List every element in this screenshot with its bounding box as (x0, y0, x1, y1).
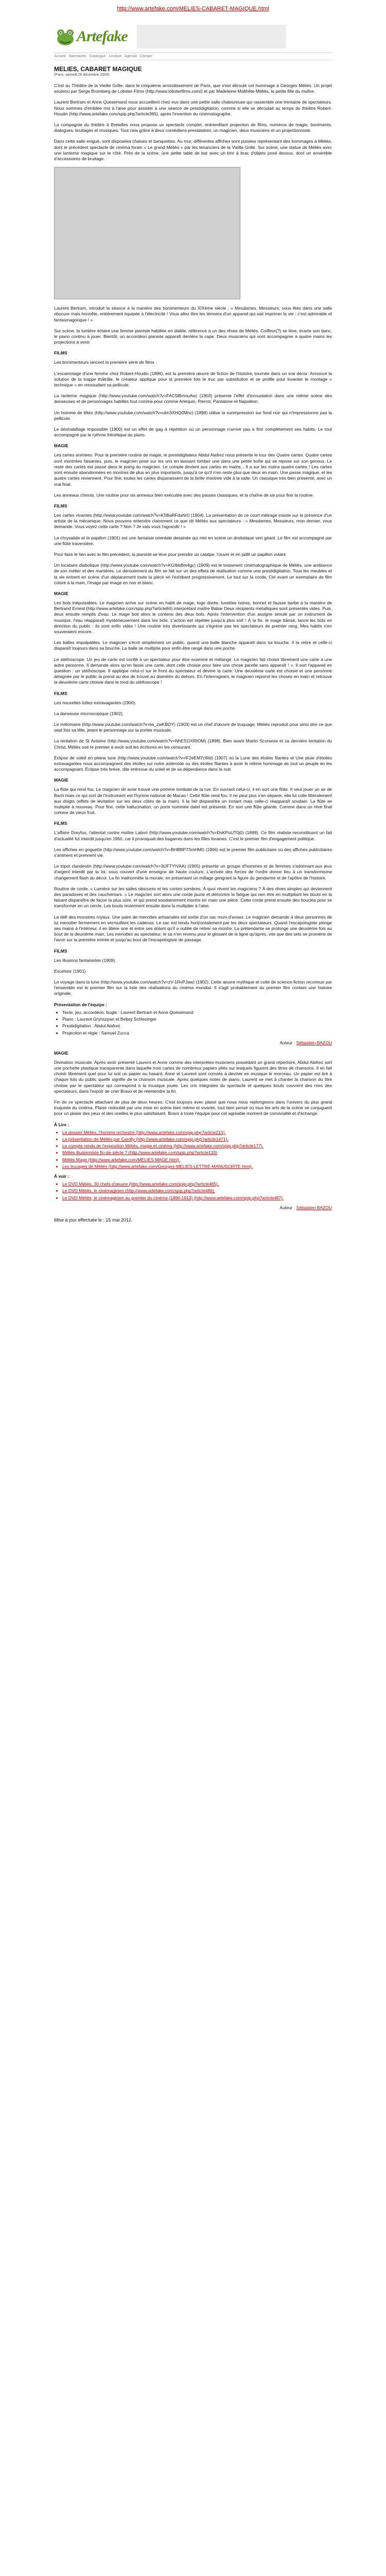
nav-item[interactable]: Agenda (124, 55, 137, 58)
logo-text: Artefake (77, 28, 128, 45)
performance-photo (54, 167, 240, 299)
intro-paragraph: C'est au Théâtre de la Vieille Grille, dans le cinquième arrondissement de Paris, que s'est déroulé cet hommage à Georges Méliès. Un projet soutenu par Serge Bromberg de Lobster-Films (http://www.lobsterfilms.com/) et par Madeleine Malthête-Méliès, la petite fille du maître. (54, 83, 332, 94)
site-header (54, 21, 332, 53)
watch-link[interactable]: • Le DVD Méliès, 30 chefs-d'œuvre (http://www.artefake.com/spip.php?article485). (62, 1181, 332, 1187)
body-paragraph: Les bonimenteurs lancent la première série de films : (54, 360, 157, 365)
read-link[interactable]: • Méliès illusionniste fin-de-siècle ? (http://www.artefake.com/spip.php?article133) (62, 1150, 332, 1156)
top-nav (54, 53, 332, 60)
intro-paragraph: Dans cette salle exiguë, sont disposées chaises et banquettes. Au mur, différentes affiches sont puisées représentant des hommages à Méliès, dont le précédent spectacle de cinéma forain « Le grand Méliès » par les tenanciers de la Vieille Grille. Sur scène, une statue de Méliès avec une lanterne magique sur le côté. Près de la scène, une petite table de bar avec un bric à brac d'objets posé dessus, dont un ensemble d'accessoires de bruitage. (54, 139, 332, 162)
team-member: • Projection et régie : Samuel Zucca (62, 1030, 332, 1036)
film-item: Le mélomane (http://www.youtube.com/watch?v=tw_zwKBOY) (1903) est un chef d'œuvre de truquage. Méliès reproduit pour ainsi dire ce que sept fois sa tête, jetant le personnage sur la portée musicale. (54, 721, 332, 733)
frog-logo-icon (54, 25, 77, 48)
body-paragraph: Fin de ce spectacle attachant de plus de deux heures. C'est toujours avec plaisir que nous nous replongeons dans l'univers du plus grand truquiste du cinéma. Plaisir redoublé par une mise en scène bien même et vivante, tout bien pensé où tous les arts de la scène se conjuguent pour un plaisir des yeux et des oreilles le plus satisfaisant. Bravo à toute l'équipe pour cet agréable moment de convivialité et d'échange. (54, 1099, 332, 1116)
section-heading: MAGIE (54, 443, 68, 449)
intro-paragraph: Laurent Bertram et Anne Quesemand nous accueillent chez eux dans une petite salle chaleureuse qui rassemble une trentaine de spectateurs. Nous sommes d'emblée mis à l'aise pour assister à une séance de prestidigitation, comme si elle se déroulait au temps du théâtre Robert-Houdin (http://www.artefake.com/spip.php?article365), après l'invention du cinématographe. (54, 99, 332, 116)
author-line (54, 1040, 332, 1045)
author-link[interactable]: Sébastien BAZOU (296, 1040, 332, 1045)
section-heading: MAGIE (54, 590, 68, 596)
watch-link[interactable]: • Le DVD Méliès, le cinémagicien au premier du cinéma (1896-1913) (http://www.artefake.com/spip.php?article487). (62, 1195, 332, 1201)
page-url[interactable]: http://www.artefake.com/MELIES-CABARET-MAGIQUE.html (117, 6, 269, 12)
page-title: MELIES, CABARET MAGIQUE (54, 65, 142, 73)
author-link[interactable]: Sébastien BAZOU (296, 1205, 332, 1210)
film-item: Le tripot clandestin (http://www.youtube.com/watch?v=3tJFTYIVAA) (1905) présente un groupe d'hommes et de femmes s'adonnant aux jeux d'argent interdit par la loi, sous couvert d'une enseigne de haute couture. L'arrivée des forces de l'ordre donne lieu à un transformisme changement flash du décor. La fin malhonnête la morale, en présentant un millage gengrant la figure du gendarme et de l'apôtre de l'histoire. (54, 863, 332, 880)
section-heading: MAGIE (54, 777, 68, 783)
magic-item: Les balles impalpables. Le magicien s'écrit simplement un public, quand une balle blanche apparaît dans sa bouche. Il la retire et celle-ci disparaît toujours dans sa bouche. La balle se multiplie pour enfin être rangé dans une poche. (54, 640, 332, 651)
site-logo[interactable] (54, 25, 128, 48)
header-banner (137, 25, 286, 48)
film-item: Le voyage dans la lune (http://www.youtube.com/watch?v=zV-1RvPJaw) (1902). Cette œuvre mythique et culte de science-fiction reconnue par l'ensemble est le premier film sur la liste des réalisations du cinéma mondial. Il s'agit probablement du premier film contant une histoire originale. (54, 979, 332, 996)
film-item: Un homme de têtes (http://www.youtube.com/watch?v=ulm3XHQ0Mnc) (1898) utilise la surimpression sur fond noir qui n'impressionne pas la pellicule. (54, 410, 332, 421)
magic-item: Les cartes animées. Pour la première routine de magie, le prestidigitateur Abdul Alafrez nous présente le tour des Quatre cartes. Quatre cartes sont montrées faisantes, puis, le magicien pose sur les uns en laissant tomber une dans une petite boîte qui se repose sur son genoux. Le reste des cartes est passé dans le poing du magicien. Le compte devient aux cartes en mains... Il a sur les mains quatre cartes ! Les cartes sont ensuite abandonnées en montres de plus en plus importants, jusqu'à ce qu'il n'en reste plus que deux en main. Une passe magique, et les quatre cartes reviennent. Pour finir, toutes les cartes disparaissent de la boîte montrée vide à la salle. Un classique très bien présenté, avec un vrai final. (54, 452, 332, 487)
film-item: Les affiches en goguette (http://www.youtube.com/watch?v=BHBBP7SmHMI) (1906) est le premier film publicitaire où des affiches publicitaires s'animent et prennent vie. (54, 846, 332, 858)
watch-heading: À voir : (54, 1173, 69, 1179)
read-list (54, 1130, 332, 1170)
body-paragraph: Pour faire le lien avec le film précédent, la pianiste se lève pour prendre un catalpe, l'ouvrir et en jaillit un papillon volant. (54, 551, 287, 557)
section-heading: FILMS (54, 948, 67, 954)
watch-link[interactable]: • Le DVD Méliès, le cinémagicien (http://www.artefake.com/spip.php?article486). (62, 1188, 332, 1194)
film-item: Les illusions fantaisistes (1909). (54, 957, 116, 963)
body-paragraph: Laurent Bertram, introduit la séance à la manière des bonimenteurs du XIXème siècle : « Mesdames, Messieurs, vous êtes dans une salle obscure mais honnête, entièrement équipée à l'électricité ! Vous allez être les témoins d'un appareil qui sait imprimer la vie : c'est admirable et fantasmagorique ! » (54, 306, 332, 323)
magic-item: Les anneaux chinois. Une routine pour six anneaux bien exécutée avec des passes classiques, et la chaîne de six pour finir la routine. (54, 492, 314, 498)
section-heading: FILMS (54, 690, 67, 696)
film-item: L'affaire Dreyfus, l'attentat contre maître Labori (http://www.youtube.com/watch?v=DsKPuUT0j0) (1899). Ce film réaliste reconstituant un fait d'actualité fut interdit jusqu'en 1950, car il provoquait des bagarres dans les filles foraines. C'est le premier film d'engagement politique. (54, 830, 332, 841)
magic-item: Les bols inépuisables. Le magicien arrive sur scène en habit de mage, toge dorée, lunettes noires, bonnet et fausse barbe à la manière de Bertrand Ernest (http://www.artefake.com/spip.php?article84) interprétant maître Babar Deux récipients métalliques sont présentés vides. Puis, deux ensuite remplis d'eau. Le mage boit alors le contenu des deux bols. Après l'intervention d'un assigne simulé par un instrument de musique, l'eau réapparaît mystérieusement dans les bols. L'action est répétée jusqu'à plus soif ! À la fin, le mage bânsé, lance les bols en direction du public : ils sont enfin vides ! Une routine très divertissante qui s'égrène pas les spectateurs de premier rang. Mes habits n'en souveraient encore. (54, 600, 332, 634)
film-item: L'escamotage d'une femme chez Robert-Houdin (1896), est la première œuvre de fiction de l'histoire, tournée dans un vrai décor. Annoncé la solution de la trappe thâtrâle, le créateur applique pour la première fois le truc par substitution et se profile pour inventer le montage « technique » en ressoudant sa pellicule. (54, 370, 332, 388)
magic-item: Le défi des monstres royaux. Une paire de menottes artisanales est sortie d'un sac muni d'anses. Le magicien demande à deux personnes de lui menotter fermement en verrouillant les cadenas. Le sac est tendu horizontalement par les deux spectateurs. Quand l'escapologiste plonge ses mains à l'intérieur, il en libère une et entre ses dolant qu'il a oublié de retirer sa montre. La prétendante se prolonge une deuxième fois au bout de la deuxième main. Les menottes au spectateur, le sa n'en revenu pour le glissant de la ligne qu'après, vite que des sets se promène de l'avoir sur la première entrée et jusqu'au bout de l'escapologiste de passage. (54, 914, 332, 943)
read-link[interactable]: • Le dossier Méliès, l'homme orchestre (http://www.artefake.com/spip.php?article215). (62, 1130, 332, 1136)
film-item: Les nouvelles luttes extravagantes (1900). (54, 700, 136, 705)
team-member: • Piano : Laurent Grynszpan et Bebsy Schlesinger (62, 1016, 332, 1022)
read-link[interactable]: • Le compte rendu de l'exposition Méliès, magie et cinéma (http://www.artefake.com/spip.php?article177). (62, 1143, 332, 1149)
nav-item[interactable]: Lexique (109, 55, 122, 58)
team-heading: Présentation de l'équipe : (54, 1002, 108, 1007)
section-heading: MAGIE (54, 1050, 68, 1056)
intro-paragraph: La compagnie du théâtre à Bretelles nous propose un spectacle complet, entremêlant projection de films, numéros de magie, boniments, dialogues, bruitages et musiques. Tout cela grâce à deux comédiens-prestataires, un magicien, deux musiciens et un projectionniste. (54, 122, 332, 133)
film-item: Excelsior (1901). (54, 968, 87, 974)
read-link[interactable]: • Méliès Mage (http://www.artefake.com/MELIES-MAGE.html). (62, 1157, 332, 1163)
read-link[interactable]: • Les trucages de Méliès (http://www.artefake.com/Georges-MELIES-LETTRE-MANUSCRITE.html). (62, 1164, 332, 1170)
author-label: Auteur : (279, 1205, 295, 1210)
nav-item[interactable]: Spectacles (68, 55, 86, 58)
film-item: La tentation de St Antoine (http://www.youtube.com/watch?v=NhES1IXRIOM) (1898). Bien avant Martin Scorsese et sa dernière tentation du Christ, Méliès osé te premier à avoir suit les écritures en les censurant. (54, 738, 332, 750)
film-item: Le déshabillage impossible (1900) est un effet de gag à répétition où un personnage n'arrive pas à finir complètement ses habits. Le tout accompagné par le rythme frénétique du piano. (54, 427, 332, 438)
body-paragraph: Sur scène, la lumière éclaire une femme pianiste habillée en diable, référence à un des rêves de Méliès. Coiffeur(?) se lève, écarte son banc, le piano continu à jouer. Bientôt, un accordéon pianiste apparaît derrière la cape. Deux musiciens qui vont accompagner à quatre mains les projections à venir. (54, 328, 332, 345)
links-heading: À Lire : (54, 1122, 69, 1127)
article-page (54, 21, 332, 1223)
read-link[interactable]: • La présentation de Méliès par Carolly (http://www.artefake.com/spip.php?article1471). (62, 1137, 332, 1142)
film-item: La lanterne magique (http://www.youtube.com/watch?v=FAC5lBmnuAw) (1903) présente l'effet d'incrustation dans une même scène des danseuses et de personnages habillés tout comme pour comme Arlequin, Pierrot, Pantalone et Napoléon. (54, 393, 332, 404)
film-item: La chrysalide et le papillon (1901) est une fantaisie orientale dessinée qui met en scène un droitatique vert géant. Le film est accompagné par une flûte traversière. (54, 535, 332, 546)
magic-item: La flûte qui rend fou. Le magicien dit avoir trouvé une pomme tombale de la rue. En ouvrant celui-ci, il en sort une flûte. Il veut jouer un air de Bach mais ce qui sort de l'instrument est l'hymne national de Macao ! Cette flûte rend fou. Il ne peut plus s'en séparer, elle lui colle littéralement aux doigts (effets de lévitation sur les deux côtés de la main). Il la fait disparaître un instant mais celle-ci réapparaît soudain. La flûte se multiplie à nouveau. Pour finir, cette hallucination, un porte nommée datel est présenté. En sort une flûte géante. Comme dans un rêve final comme de vieux fruit. (54, 787, 332, 816)
team-member: • Prestidigitation : Abdul Alafrez (62, 1023, 332, 1029)
film-item: Éclipse de soleil en pleine lune (http://www.youtube.com/watch?v=lF2eEM7cWd) (1907) où la Lune des étoiles filantes et Une pluie d'étoiles extravagantes nous accompagnent des étoiles sur notre astéroïde ou des étoiles filantes à avoir le même hommage de tout un peuple en les accompagnant. Éclipse très brève, dite entrevue du soleil et de sa dépendance dans la nuit. (54, 755, 332, 772)
film-item: Les cartes vivantes (http://www.youtube.com/watch?v=K5BaRFdaNrI) (1904). La présentation de ce court métrage insiste sur la présence d'un artiste de la mécanique. Nous pouvons entendre clairement ce que dit Méliès aux spectateurs : « Mesdames, Messieurs, mon dernier, vous demande. Vous voyez cette carte ? Non ? Je vais vous l'agrandir ! » (54, 512, 332, 530)
team-member: • Texte, jeu, accordéon, bugle : Laurent Bertram et Anne Quesemand (62, 1010, 332, 1015)
magic-item: Routine de corde. « Lumière sur les salles obscures et les contes sombres. À quoi révent les magiciens ? À des rêves simples qui deviennent des paradoxes et des cauchemars. » Le magicien sort alors une corde jaune et démontre la fatigue qui rien étre en multipliant les bouts en la faisant disparaître de façon la plus sûre, et qui prend soudainement montre en main une pièce. Cette corde prend ensuite des boucles pour se transformer en un cercle. Les bouts reviennent ensuite dans la multiplier à l'aise. (54, 886, 332, 909)
magic-item: Divination musicale. Après avoir présenté Laurent et Anne comme des interprètes-musiciens possédant un grand répertoire, Abdul Alafrez sort une pochette plastique transparente dans laquelle trois cartes de nombreux papiers pliés sur lesquels figurent des titres de chansons. Il en fait choisir librement quel pour lui soit un papier au hasard. Anne et Laurent sont conviés à deviner en musique le morceau. Un papier est tiré à chaque fois du public quelle signifie de la chanson musicale. Après quelques notes de piano, Laurent se met à chanter la chanson du titre choisie par le spectateur qui correspond à la musique jouée. Les cris intégrales du spectacle et quelques bouts couvrent des rires des spectateurs, dans l'espoir de crier Bravo et de réentendre la fin. (54, 1059, 332, 1094)
section-heading: FILMS (54, 821, 67, 826)
watch-list (54, 1181, 332, 1201)
film-item: La danseuse microscopique (1902). (54, 710, 124, 716)
section-heading: FILMS (54, 503, 67, 509)
section-heading: FILMS (54, 350, 67, 356)
team-list (54, 1010, 332, 1036)
magic-item: Le stéthoscope. Un jeu de carte est confié à un spectateur pour être examiné et mélangé. Le magicien fait choisir librement une carte à une autre personne. Il demande alors qu'on fasse une carte, dont celle choisie pour faire une chose parelle sans apparaît ! ». Il sort l'appareil en question : un stéthoscope. Il applique celui-ci sur le front du spectateur et devine la carte. Une deuxième carte est choisie et une personne désignée par le public la prend au dos de trouvé au diamètre du dehors. En l'interrogeant, le magicien reprend les choses en main et retrouve la deuxième carte choisie dans le tond du stéthoscope ! (54, 656, 332, 685)
nav-item[interactable]: Accueil (54, 55, 66, 58)
author-label: Auteur : (279, 1040, 295, 1045)
update-note: Mise à jour effectuée le : 15 mai 2012. (54, 1217, 133, 1223)
nav-item[interactable]: Catalogue (89, 55, 106, 58)
page-date: (Paris, samedi 26 décembre 2009) (54, 73, 110, 77)
nav-item[interactable]: Contact (139, 55, 152, 58)
author-line (54, 1205, 332, 1210)
film-item: Un locataire diabolique (http://www.youtube.com/watch?v=KGIbbBm4gc) (1909) est le testament cinématographique de Méliès, une ambiance de son métier et des manières. Le déroulement du film se fait sur un des effets de réalisation comme une prestidigitation. Tous les meubles et la vie entrent en scène d'un déplacement toute la pièce en l'exhibant progressivement. Le tout sur la corde, Cet avant un exemplaire de film coloré à la main, l'image par image en noir et blanc. (54, 563, 332, 585)
